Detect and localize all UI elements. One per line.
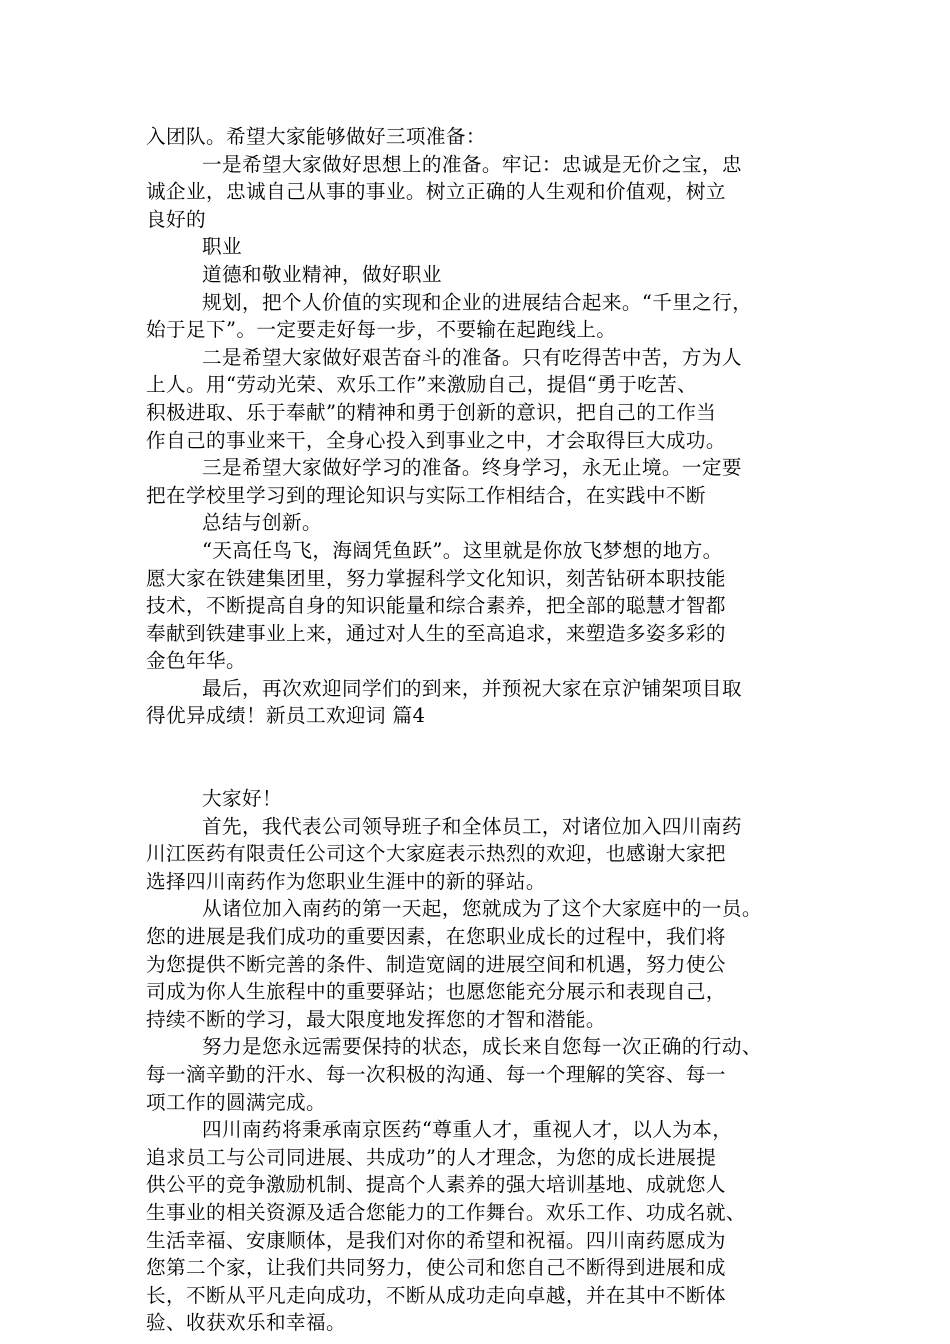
text-line: 最后，再次欢迎同学们的到来，并预祝大家在京沪铺架项目取 [202, 676, 742, 700]
text-line: 努力是您永远需要保持的状态，成长来自您每一次正确的行动、 [202, 1035, 762, 1059]
text-line: 从诸位加入南药的第一天起，您就成为了这个大家庭中的一员。 [202, 897, 762, 921]
text-line: 入团队。希望大家能够做好三项准备： [146, 125, 486, 148]
text-line: 长，不断从平凡走向成功，不断从成功走向卓越，并在其中不断体 [146, 1283, 726, 1307]
text-line: 积极进取、乐于奉献”的精神和勇于创新的意识，把自己的工作当 [146, 400, 717, 424]
text-line: 您第二个家，让我们共同努力，使公司和您自己不断得到进展和成 [146, 1256, 726, 1280]
text-line: 诚企业，忠诚自己从事的事业。树立正确的人生观和价值观，树立 [146, 180, 726, 204]
text-line: “天高任鸟飞，海阔凭鱼跃”。这里就是你放飞梦想的地方。 [202, 538, 723, 562]
text-line: 道德和敬业精神，做好职业 [202, 262, 442, 286]
text-line: 一是希望大家做好思想上的准备。牢记：忠诚是无价之宝，忠 [202, 152, 742, 176]
text-line: 每一滴辛勤的汗水、每一次积极的沟通、每一个理解的笑容、每一 [146, 1063, 726, 1086]
text-line: 为您提供不断完善的条件、制造宽阔的进展空间和机遇，努力使公 [146, 952, 726, 976]
text-line: 总结与创新。 [202, 511, 322, 535]
greeting-line: 大家好！ [202, 787, 282, 811]
text-line: 您的进展是我们成功的重要因素，在您职业成长的过程中，我们将 [146, 925, 726, 949]
text-line: 愿大家在铁建集团里，努力掌握科学文化知识，刻苦钻研本职技能 [146, 566, 726, 590]
text-line: 规划，把个人价值的实现和企业的进展结合起来。“千里之行， [202, 290, 753, 314]
text-line: 三是希望大家做好学习的准备。终身学习，永无止境。一定要 [202, 456, 742, 480]
text-line: 奉献到铁建事业上来，通过对人生的至高追求，来塑造多姿多彩的 [146, 621, 726, 645]
text-line: 生事业的相关资源及适合您能力的工作舞台。欢乐工作、功成名就、 [146, 1200, 746, 1224]
section-heading-line: 得优异成绩！新员工欢迎词 篇4 [146, 704, 426, 728]
text-line: 四川南药将秉承南京医药“尊重人才，重视人才，以人为本， [202, 1118, 733, 1142]
text-line: 把在学校里学习到的理论知识与实际工作相结合，在实践中不断 [146, 483, 706, 507]
text-line: 技术，不断提高自身的知识能量和综合素养，把全部的聪慧才智都 [146, 594, 726, 618]
text-line: 供公平的竞争激励机制、提高个人素养的强大培训基地、成就您人 [146, 1173, 726, 1197]
text-line: 作自己的事业来干，全身心投入到事业之中，才会取得巨大成功。 [146, 428, 726, 452]
text-line: 项工作的圆满完成。 [146, 1090, 326, 1114]
text-line: 川江医药有限责任公司这个大家庭表示热烈的欢迎，也感谢大家把 [146, 842, 726, 866]
text-line: 追求员工与公司同进展、共成功”的人才理念，为您的成长进展提 [146, 1145, 717, 1169]
text-line: 选择四川南药作为您职业生涯中的新的驿站。 [146, 869, 546, 893]
text-line: 上人。用“劳动光荣、欢乐工作”来激励自己，提倡“勇于吃苦、 [146, 373, 698, 397]
text-line: 始于足下”。一定要走好每一步，不要输在起跑线上。 [146, 318, 617, 342]
text-line: 验、收获欢乐和幸福。 [146, 1311, 346, 1335]
text-line: 生活幸福、安康顺体，是我们对你的希望和祝福。四川南药愿成为 [146, 1228, 726, 1252]
text-line: 金色年华。 [146, 649, 246, 673]
text-line: 职业 [202, 235, 242, 259]
text-line: 持续不断的学习，最大限度地发挥您的才智和潜能。 [146, 1007, 606, 1031]
document-body [146, 123, 810, 1337]
text-line: 良好的 [146, 207, 206, 231]
text-line: 首先，我代表公司领导班子和全体员工，对诸位加入四川南药 [202, 814, 742, 838]
text-line: 司成为你人生旅程中的重要驿站；也愿您能充分展示和表现自己， [146, 980, 726, 1004]
text-line: 二是希望大家做好艰苦奋斗的准备。只有吃得苦中苦，方为人 [202, 345, 742, 369]
section-gap [146, 730, 810, 785]
